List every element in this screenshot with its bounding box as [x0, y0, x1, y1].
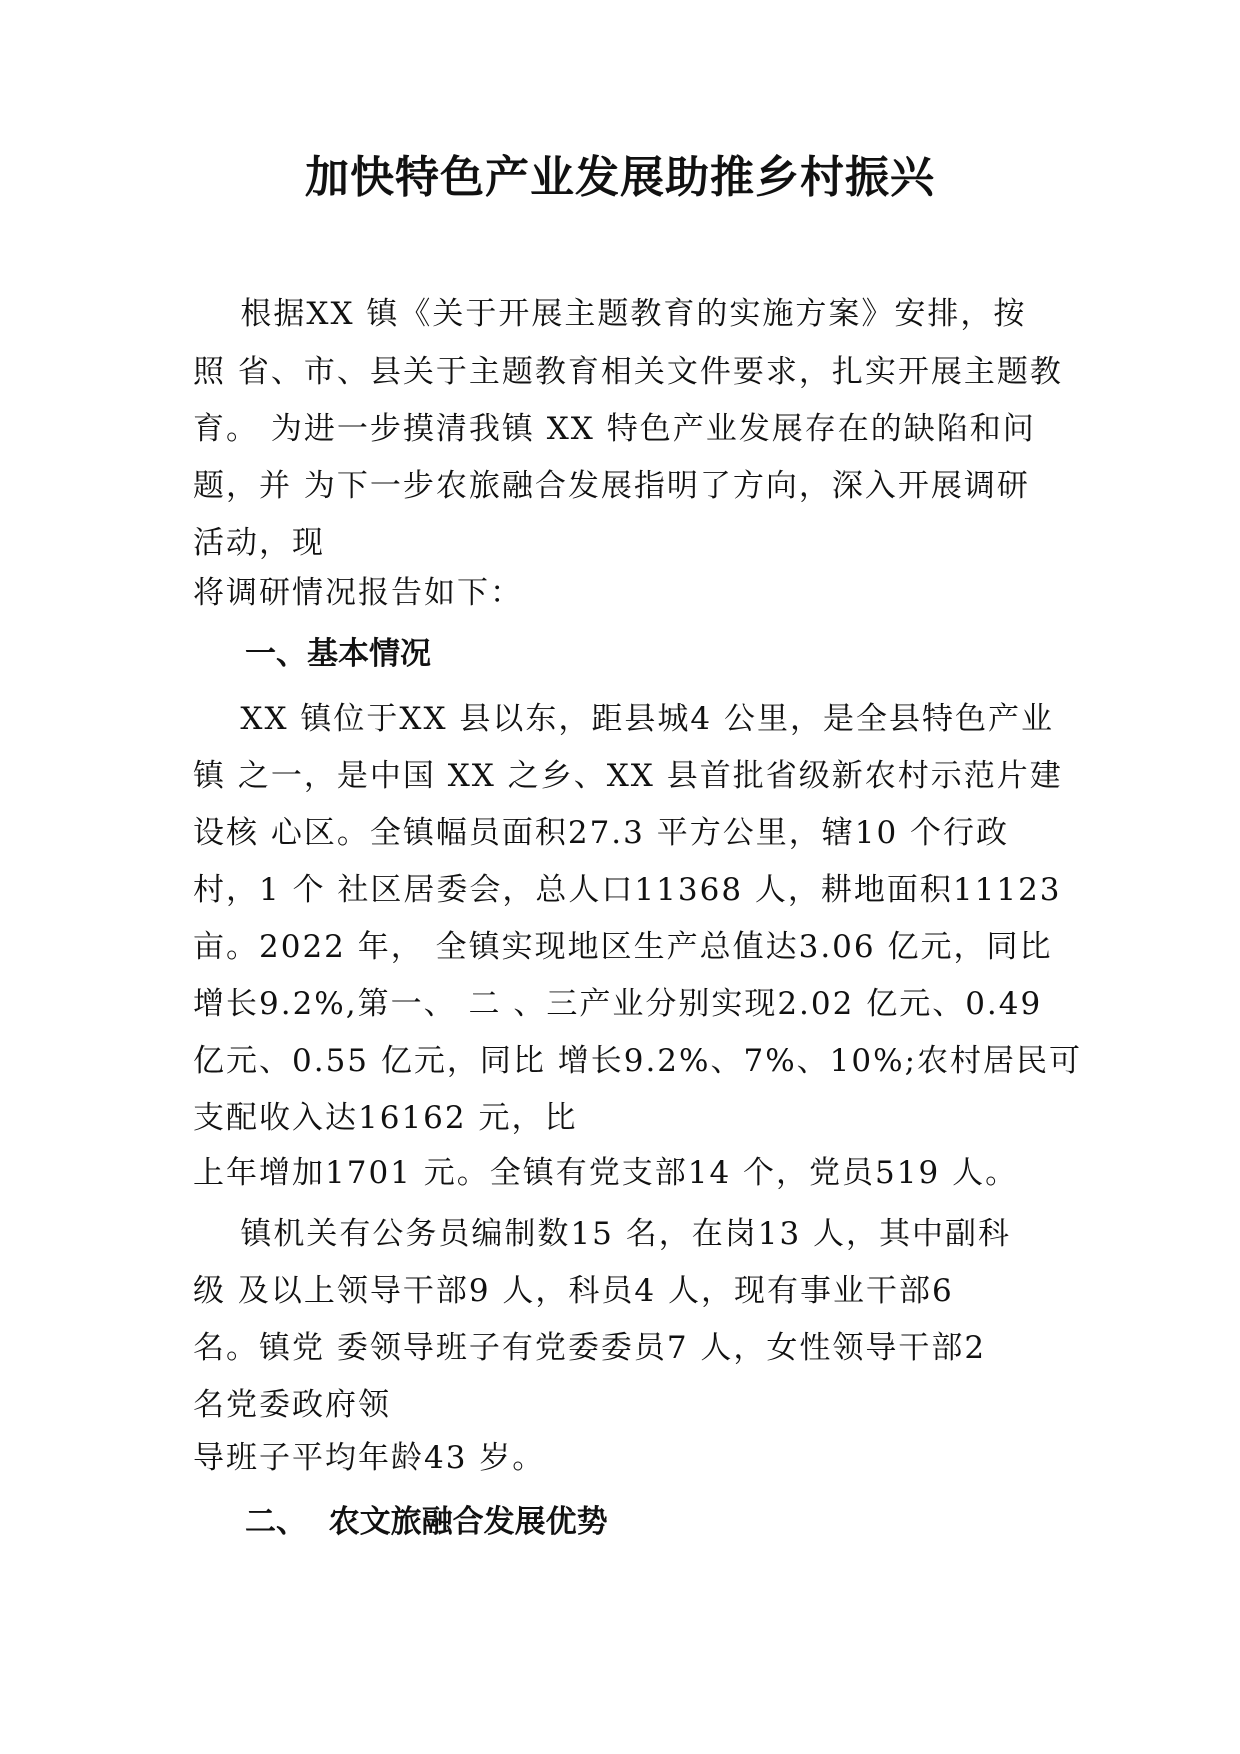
paragraph-1-line-4: 题，并 为下一步农旅融合发展指明了方向，深入开展调研 [193, 468, 1030, 504]
section-2-heading: 二、 农文旅融合发展优势 [245, 1504, 608, 1540]
paragraph-1-line-3: 育。 为进一步摸清我镇 XX 特色产业发展存在的缺陷和问 [193, 411, 1036, 447]
paragraph-1-line-6: 将调研情况报告如下： [193, 575, 523, 611]
paragraph-2-line-6: 增长9.2%,第一、 二 、三产业分别实现2.02 亿元、0.49 [193, 986, 1043, 1022]
paragraph-1-line-1: 根据XX 镇《关于开展主题教育的实施方案》安排，按 [193, 296, 1027, 332]
paragraph-3-line-1: 镇机关有公务员编制数15 名，在岗13 人，其中副科 [193, 1216, 1012, 1252]
paragraph-2-line-3: 设核 心区。全镇幅员面积27.3 平方公里，辖10 个行政 [193, 815, 1010, 851]
paragraph-2-line-4: 村，1 个 社区居委会，总人口11368 人，耕地面积11123 [193, 872, 1062, 908]
paragraph-3-line-4: 名党委政府领 [193, 1387, 391, 1423]
paragraph-2-line-8: 支配收入达16162 元，比 [193, 1100, 578, 1136]
document-title: 加快特色产业发展助推乡村振兴 [305, 152, 935, 203]
paragraph-1-line-2: 照 省、市、县关于主题教育相关文件要求，扎实开展主题教 [193, 354, 1063, 390]
section-1-heading: 一、基本情况 [245, 636, 431, 672]
paragraph-2-line-7: 亿元、0.55 亿元，同比 增长9.2%、7%、10%;农村居民可 [193, 1043, 1083, 1079]
paragraph-3-line-2: 级 及以上领导干部9 人，科员4 人，现有事业干部6 [193, 1273, 954, 1309]
paragraph-1-line-5: 活动，现 [193, 525, 325, 561]
paragraph-2-line-5: 亩。2022 年， 全镇实现地区生产总值达3.06 亿元，同比 [193, 929, 1053, 965]
paragraph-2-line-9: 上年增加1701 元。全镇有党支部14 个，党员519 人。 [193, 1155, 1019, 1191]
paragraph-3-line-3: 名。镇党 委领导班子有党委委员7 人，女性领导干部2 [193, 1330, 987, 1366]
paragraph-2-line-2: 镇 之一，是中国 XX 之乡、XX 县首批省级新农村示范片建 [193, 758, 1063, 794]
paragraph-3-line-5: 导班子平均年龄43 岁。 [193, 1440, 546, 1476]
paragraph-2-line-1: XX 镇位于XX 县以东，距县城4 公里，是全县特色产业 [193, 701, 1054, 737]
